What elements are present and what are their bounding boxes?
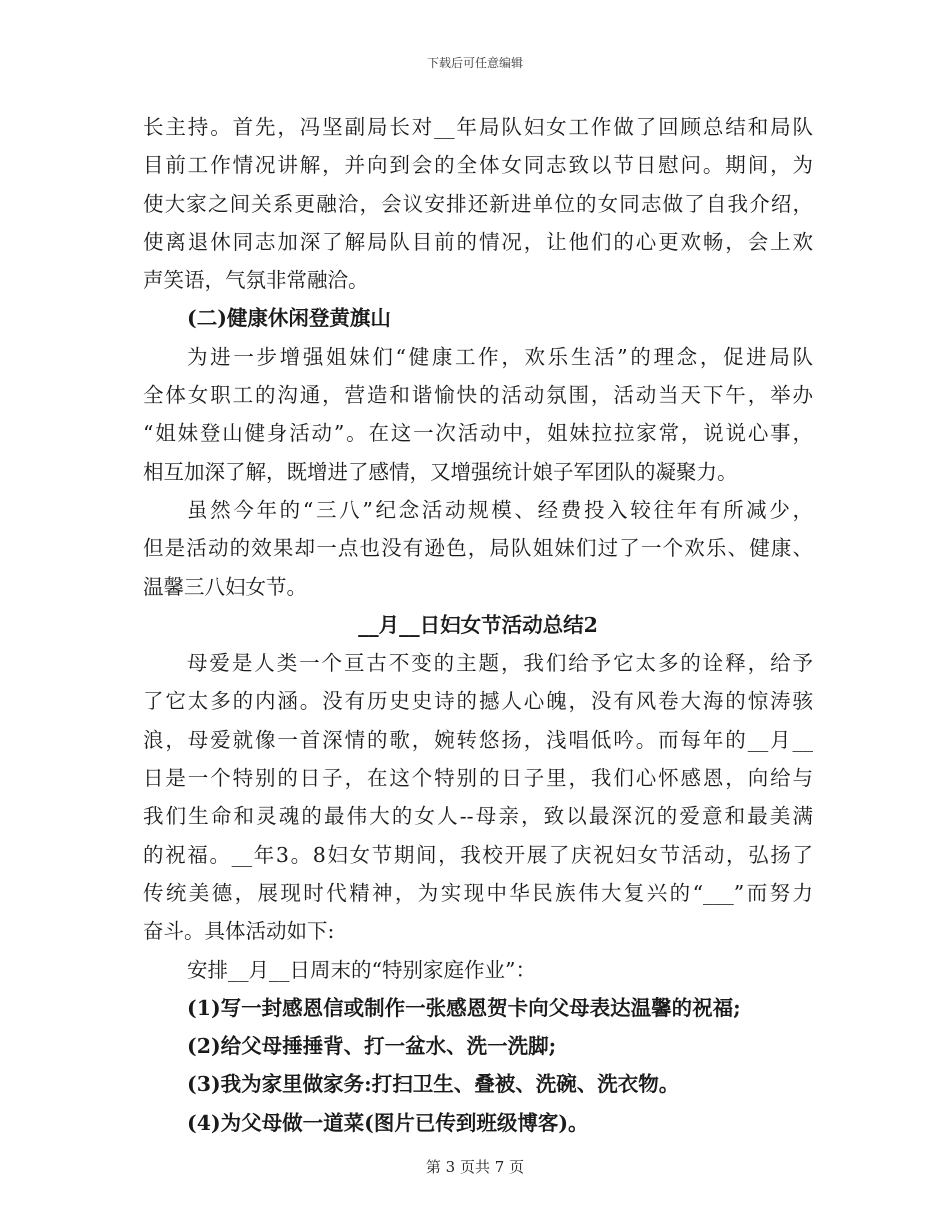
text-line: 安排__月__日周末的“特别家庭作业”：: [187, 957, 536, 982]
text-line: 声笑语，气氛非常融洽。: [143, 268, 369, 293]
text-line: 为进一步增强姐妹们“健康工作，欢乐生活”的理念，促进局队: [187, 344, 813, 369]
text-line: 的祝福。__年3。8妇女节期间，我校开展了庆祝妇女节活动，弘扬了: [143, 842, 813, 867]
text-line: 母爱是人类一个亘古不变的主题，我们给予它太多的诠释，给予: [187, 651, 813, 676]
text-line: 虽然今年的“三八”纪念活动规模、经费投入较往年有所减少，: [187, 497, 813, 522]
text-line: 了它太多的内涵。没有历史史诗的撼人心魄，没有风卷大海的惊涛骇: [143, 689, 813, 714]
text-line: 日是一个特别的日子，在这个特别的日子里，我们心怀感恩，向给与: [143, 766, 813, 791]
bold-line: (2)给父母捶捶背、打一盆水、洗一洗脚;: [187, 1034, 557, 1059]
bold-line: (二)健康休闲登黄旗山: [187, 306, 391, 331]
text-line: 传统美德，展现时代精神，为实现中华民族伟大复兴的“___”而努力: [143, 880, 813, 905]
bold-line: (1)写一封感恩信或制作一张感恩贺卡向父母表达温馨的祝福;: [187, 995, 741, 1020]
text-line: “姐妹登山健身活动”。在这一次活动中，姐妹拉拉家常，说说心事，: [143, 421, 813, 446]
text-line: 使离退休同志加深了解局队目前的情况，让他们的心更欢畅，会上欢: [143, 229, 813, 254]
text-line: 温馨三八妇女节。: [143, 574, 307, 599]
text-line: 浪，母爱就像一首深情的歌，婉转悠扬，浅唱低吟。而每年的__月__: [143, 727, 813, 752]
text-line: 全体女职工的沟通，营造和谐愉快的活动氛围，活动当天下午，举办: [143, 383, 813, 408]
text-line: 相互加深了解，既增进了感情，又增强统计娘子军团队的凝聚力。: [143, 459, 738, 484]
text-line: 目前工作情况讲解，并向到会的全体女同志致以节日慰问。期间，为: [143, 153, 813, 178]
text-line: 长主持。首先，冯坚副局长对__年局队妇女工作做了回顾总结和局队: [143, 115, 813, 139]
page-footer: 第 3 页共 7 页: [425, 1158, 525, 1176]
page-header: 下载后可任意编辑: [426, 56, 523, 70]
bold-line: (3)我为家里做家务:打扫卫生、叠被、洗碗、洗衣物。: [187, 1072, 680, 1097]
text-line: 我们生命和灵魂的最伟大的女人--母亲，致以最深沉的爱意和最美满: [143, 804, 813, 829]
section-title: __月__日妇女节活动总结2: [358, 612, 598, 637]
document-body: [143, 108, 813, 1142]
text-line: 但是活动的效果却一点也没有逊色，局队姐妹们过了一个欢乐、健康、: [143, 536, 813, 561]
text-line: 使大家之间关系更融洽，会议安排还新进单位的女同志做了自我介绍，: [143, 191, 813, 216]
text-line: 奋斗。具体活动如下:: [143, 919, 335, 944]
bold-line: (4)为父母做一道菜(图片已传到班级博客)。: [187, 1110, 589, 1135]
